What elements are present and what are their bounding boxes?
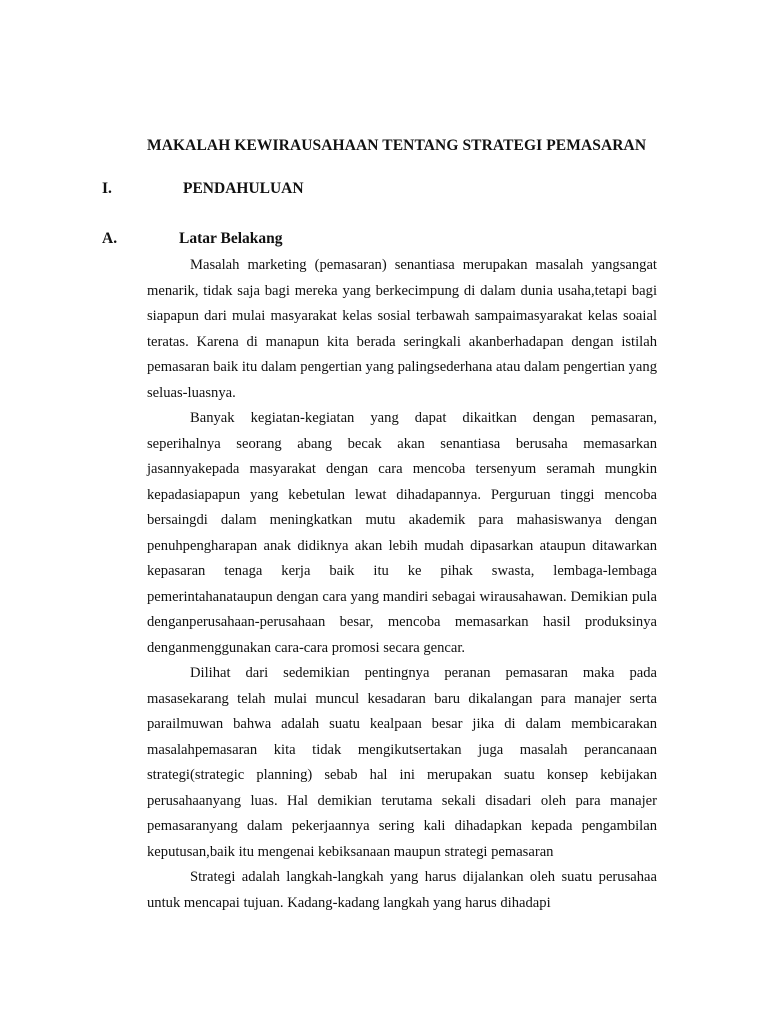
section-title: PENDAHULUAN xyxy=(183,180,304,197)
paragraph: Dilihat dari sedemikian pentingnya peranan pemasaran maka pada masasekarang telah mulai muncul kesadaran baru dikalangan para manajer serta parailmuwan bahwa adalah suatu kealpaan besar jika di dalam membicarakan masalahpemasaran kita tidak mengikutsertakan juga masalah perancanaan strategi(strategic planning) sebab hal ini merupakan suatu konsep kebijakan perusahaanyang luas. Hal demikian terutama sekali disadari oleh para manajer pemasaranyang dalam pekerjaannya sering kali dihadapkan kepada pengambilan keputusan,baik itu mengenai kebiksanaan maupun strategi pemasaran xyxy=(147,665,657,860)
subsection-title: Latar Belakang xyxy=(179,230,283,247)
document-title: MAKALAH KEWIRAUSAHAAN TENTANG STRATEGI PEMASARAN xyxy=(147,137,647,154)
paragraph: Banyak kegiatan-kegiatan yang dapat dikaitkan dengan pemasaran, seperihalnya seorang abang becak akan senantiasa berusaha memasarkan jasannyakepada masyarakat dengan cara mencoba tersenyum seramah mungkin kepadasiapapun yang kebetulan lewat dihadapannya. Perguruan tinggi mencoba bersaingdi dalam meningkatkan mutu akademik para mahasiswanya dengan penuhpengharapan anak didiknya akan lebih mudah dipasarkan ataupun ditawarkan kepasaran tenaga kerja baik itu ke pihak swasta, lembaga-lembaga pemerintahanataupun dengan cara yang mandiri sebagai wirausahawan. Demikian pula denganperusahaan-perusahaan besar, mencoba memasarkan hasil produksinya denganmenggunakan cara-cara promosi secara gencar. xyxy=(147,410,657,656)
section-number: I. xyxy=(102,180,112,197)
document-body xyxy=(147,253,657,916)
paragraph: Masalah marketing (pemasaran) senantiasa merupakan masalah yangsangat menarik, tidak saja bagi mereka yang berkecimpung di dalam dunia usaha,tetapi bagi siapapun dari mulai masyarakat kelas sosial terbawah sampaimasyarakat kelas soaial teratas. Karena di manapun kita berada seringkali akanberhadapan dengan istilah pemasaran baik itu dalam pengertian yang palingsederhana atau dalam pengertian yang seluas-luasnya. xyxy=(147,257,657,401)
subsection-number: A. xyxy=(102,230,118,247)
paragraph: Strategi adalah langkah-langkah yang harus dijalankan oleh suatu perusahaa untuk mencapai tujuan. Kadang-kadang langkah yang harus dihadapi xyxy=(147,869,657,911)
